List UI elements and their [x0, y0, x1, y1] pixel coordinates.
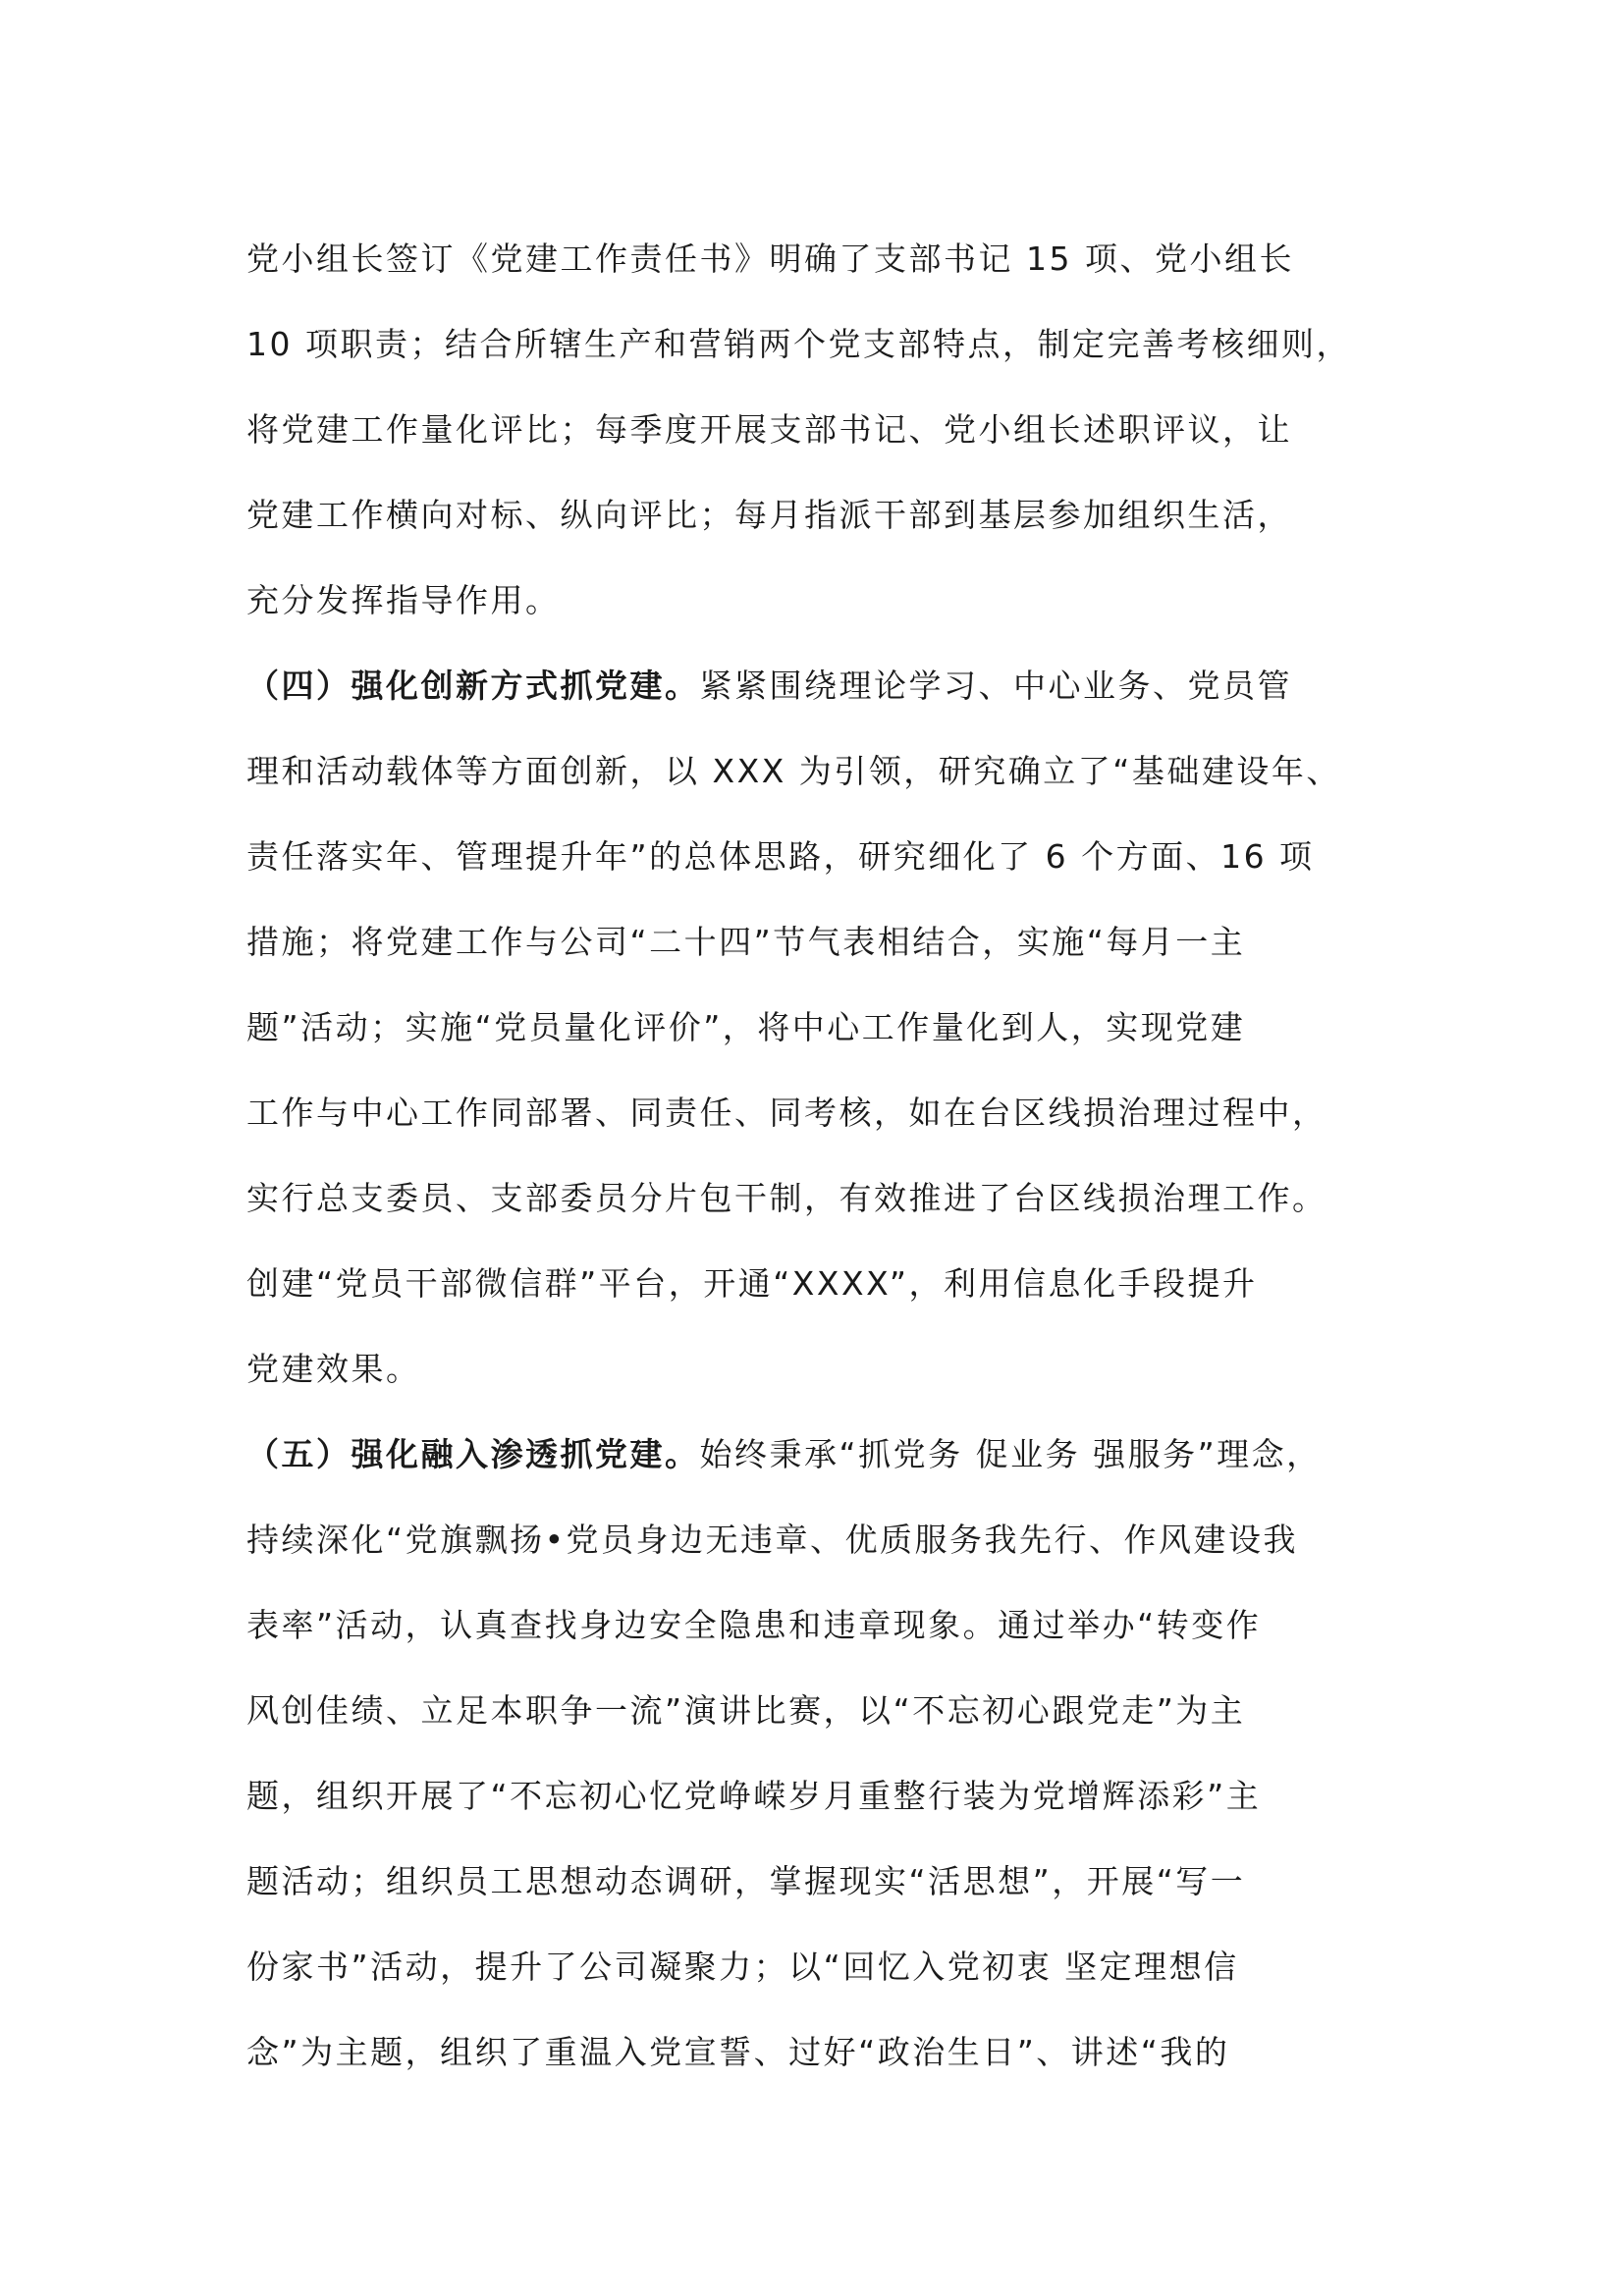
text-line [246, 1862, 1245, 1901]
text-line [246, 1606, 1261, 1645]
text-line [246, 410, 1292, 450]
section-heading: （五）强化融入渗透抓党建。 [246, 1435, 700, 1473]
text-line [246, 752, 1341, 791]
line-text: 将党建工作量化评比；每季度开展支部书记、党小组长述职评议，让 [246, 410, 1292, 449]
line-text: 题”活动；实施“党员量化评价”，将中心工作量化到人，实现党建 [246, 1008, 1246, 1046]
text-line [246, 1521, 1298, 1560]
line-text: 工作与中心工作同部署、同责任、同考核，如在台区线损治理过程中， [246, 1094, 1327, 1132]
text-line [246, 1008, 1245, 1047]
text-line [246, 1948, 1239, 1987]
text-line [246, 1777, 1261, 1816]
line-text: 理和活动载体等方面创新，以 XXX 为引领，研究确立了“基础建设年、 [246, 752, 1341, 790]
text-line [246, 240, 1294, 279]
line-text: 充分发挥指导作用。 [246, 581, 561, 619]
text-line [246, 1691, 1245, 1731]
line-text: 10 项职责；结合所辖生产和营销两个党支部特点，制定完善考核细则， [246, 325, 1351, 363]
line-text: 措施；将党建工作与公司“二十四”节气表相结合，实施“每月一主 [246, 923, 1246, 961]
text-line [246, 923, 1245, 962]
text-line [246, 1435, 1322, 1474]
line-text: 题活动；组织员工思想动态调研，掌握现实“活思想”，开展“写一 [246, 1862, 1246, 1900]
line-text: 念”为主题，组织了重温入党宣誓、过好“政治生日”、讲述“我的 [246, 2033, 1230, 2071]
line-text: 始终秉承“抓党务 促业务 强服务”理念， [699, 1435, 1322, 1473]
text-line [246, 325, 1351, 364]
text-line [246, 1094, 1327, 1133]
text-line [246, 1264, 1257, 1304]
line-text: 表率”活动，认真查找身边安全隐患和违章现象。通过举办“转变作 [246, 1606, 1262, 1644]
line-text: 紧紧围绕理论学习、中心业务、党员管 [699, 667, 1292, 705]
text-line [246, 581, 561, 620]
line-text: 责任落实年、管理提升年”的总体思路，研究细化了 6 个方面、16 项 [246, 837, 1315, 876]
line-text: 党建工作横向对标、纵向评比；每月指派干部到基层参加组织生活， [246, 496, 1292, 534]
line-text: 实行总支委员、支部委员分片包干制，有效推进了台区线损治理工作。 [246, 1179, 1327, 1217]
line-text: 持续深化“党旗飘扬•党员身边无违章、优质服务我先行、作风建设我 [246, 1521, 1299, 1559]
section-heading: （四）强化创新方式抓党建。 [246, 667, 700, 705]
line-text: 份家书”活动，提升了公司凝聚力；以“回忆入党初衷 坚定理想信 [246, 1948, 1239, 1986]
text-line [246, 1350, 421, 1389]
text-line [246, 1179, 1327, 1218]
text-line [246, 2033, 1229, 2072]
line-text: 党小组长签订《党建工作责任书》明确了支部书记 15 项、党小组长 [246, 240, 1294, 278]
line-text: 风创佳绩、立足本职争一流”演讲比赛，以“不忘初心跟党走”为主 [246, 1691, 1246, 1730]
text-line [246, 667, 1292, 706]
text-line [246, 837, 1315, 877]
text-line [246, 496, 1292, 535]
line-text: 题，组织开展了“不忘初心忆党峥嵘岁月重整行装为党增辉添彩”主 [246, 1777, 1262, 1815]
line-text: 创建“党员干部微信群”平台，开通“XXXX”，利用信息化手段提升 [246, 1264, 1258, 1303]
line-text: 党建效果。 [246, 1350, 421, 1388]
